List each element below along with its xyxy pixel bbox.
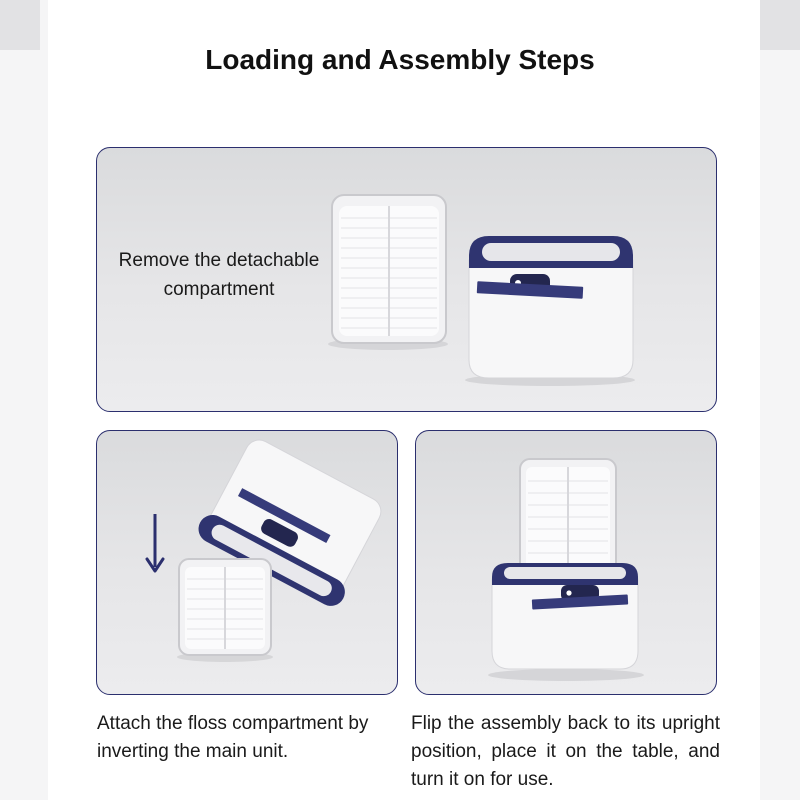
corner-right xyxy=(760,0,800,50)
step-2-panel xyxy=(96,430,398,695)
step-2-illustration xyxy=(97,431,398,695)
step-2-caption: Attach the floss compartment by inverting the main unit. xyxy=(97,713,369,762)
step-3-panel xyxy=(415,430,717,695)
page-side-left xyxy=(0,0,48,800)
step-3-illustration xyxy=(416,431,717,695)
arrow-down-icon xyxy=(147,514,163,571)
assembled-unit xyxy=(488,459,644,681)
page-title: Loading and Assembly Steps xyxy=(205,44,595,75)
floss-compartment xyxy=(177,559,273,662)
page-side-right xyxy=(760,0,800,800)
step-1-text: Remove the detachable compartment xyxy=(118,250,320,300)
corner-left xyxy=(0,0,40,50)
main-unit xyxy=(465,236,635,386)
floss-compartment xyxy=(328,195,448,350)
step-3-caption: Flip the assembly back to its upright position, place it on the table, and turn it on for use. xyxy=(411,713,720,790)
